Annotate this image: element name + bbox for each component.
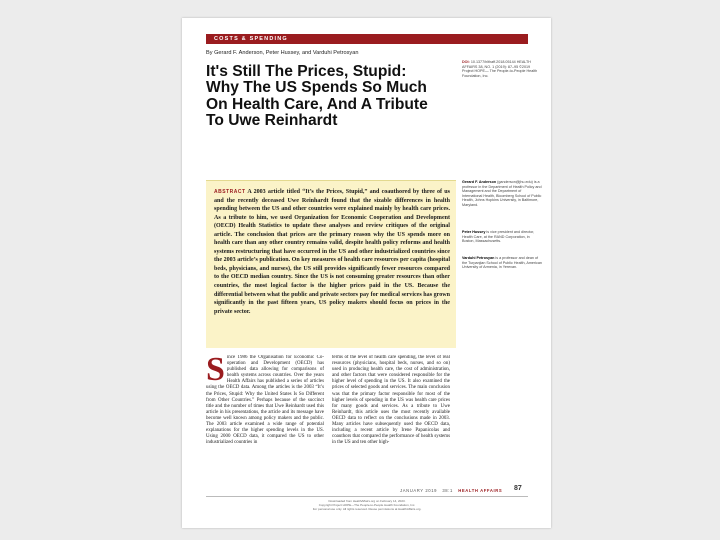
issue-volume: 38:1 [442,488,453,493]
title-line: To Uwe Reinhardt [206,112,338,130]
doi-label: DOI: [462,60,470,64]
title-line: On Health Care, And A Tribute [206,95,428,113]
magazine-name: HEALTH AFFAIRS [458,488,503,493]
fine-print: Copyright Project HOPE—The People-to-People Health Foundation, Inc. [318,503,416,507]
byline: By Gerard F. Anderson, Peter Hussey, and Varduhi Petrosyan [206,50,359,56]
abstract-text [214,188,450,316]
section-label: COSTS & SPENDING [214,36,288,42]
body-text: terms of the level of health care spending, the level of real resources (physicians, hospital beds, nurses, and so on) used in producing health care, the cost of administration, and other factors that were considered responsible for the higher level of spending in the US. It also examined the prices of selected goods and services. The main conclusion was that the primary factor responsible for most of the higher levels of spending in the US was health care prices for many goods and services. As a tribute to Uwe Reinhardt, this article uses the most recently available OECD data to reflect on the conclusions made in 2003. Many articles have subsequently used the OECD data, including a recent article by Irene Papanicolas and coauthors that compared the performance of health systems in the US and ten other high- [332,355,450,446]
running-head [400,488,502,493]
page-number: 87 [514,485,522,492]
body-column-1 [206,355,324,505]
fine-print: For personal use only. All rights reserved. Reuse permissions at HealthAffairs.org. [312,507,422,511]
body-text: ince 1986 the Organisation for Economic Co-operation and Development (OECD) has published data allowing for comparisons of health systems across countries. Over the years Health Affairs has published a series of articles using the OECD data. Among the articles is the 2003 “It’s the Prices, Stupid: Why the United States Is So Different from Other Countries.” Perhaps because of the succinct title and the number of times that Uwe Reinhardt used this article in his presentations, the article and its message have become well known among policy makers and the public. The 2003 article examined a wide range of potential explanations for the higher spending levels in the US. Using 2000 OECD data, it compared the US to other industrialized countries in [206,355,324,446]
title-line: It's Still The Prices, Stupid: [206,63,407,80]
fine-print: Downloaded from HealthAffairs.org on February 14, 2023. [328,499,406,503]
author-bio: is a professor and dean of the Turpanjian School of Public Health, American University of Armenia, in Yerevan. [462,256,542,270]
author-name: Peter Hussey [462,230,486,234]
author-bio: (ganderson@jhu.edu) is a professor in the Department of Health Policy and Management and the Department of International Health, Bloomberg School of Public Health, Johns Hopkins University, in Baltimore, Maryland. [462,180,542,207]
author-note [462,256,542,270]
author-name: Varduhi Petrosyan [462,256,495,260]
footer-rule [206,496,528,497]
author-note [462,180,542,208]
author-name: Gerard F. Anderson [462,180,497,184]
abstract-box [206,180,456,348]
abstract-body: A 2003 article titled “It’s the Prices, Stupid,” and coauthored by three of us and the recently deceased Uwe Reinhardt found that the sizable differences in health spending between the US and other countries were explained mainly by health care prices. As a tribute to him, we used Organization for Economic Cooperation and Development (OECD) Health Statistics to update these analyses and review critiques of the original article. The conclusion that prices are the primary reason why the US spends more on health care than any other country remains valid, despite health policy reforms and health systems restructuring that have occurred in the US and other industrialized countries since the 2003 article’s publication. On key measures of health care resources per capita (hospital beds, physicians, and nurses), the US still provides significantly fewer resources compared to the OECD median country. Since the US is not consuming greater resources than other countries, the most logical factor is the higher prices paid in the US. Because the differential between what the public and private sectors pay for medical services has grown significantly in the past fifteen years, US policy makers should focus on prices in the private sector. [214,189,450,315]
abstract-label: ABSTRACT [214,189,246,195]
doi-text: 10.1377/hlthaff.2018.05144 HEALTH AFFAIRS 38, NO. 1 (2019): 87–95 ©2019 Project HOPE— The People-to-People Health Foundation, Inc. [462,60,538,78]
section-banner [206,34,528,44]
issue-date: JANUARY 2019 [400,488,438,493]
doi-block [462,60,542,78]
article-title [206,64,451,130]
drop-cap: S [206,355,225,388]
title-line: Why The US Spends So Much [206,79,427,97]
author-bio: is vice president and director, Health Care, at the RAND Corporation, in Boston, Massachusetts. [462,230,535,244]
body-column-2 [332,355,450,505]
author-note [462,230,542,244]
article-page [182,18,551,528]
